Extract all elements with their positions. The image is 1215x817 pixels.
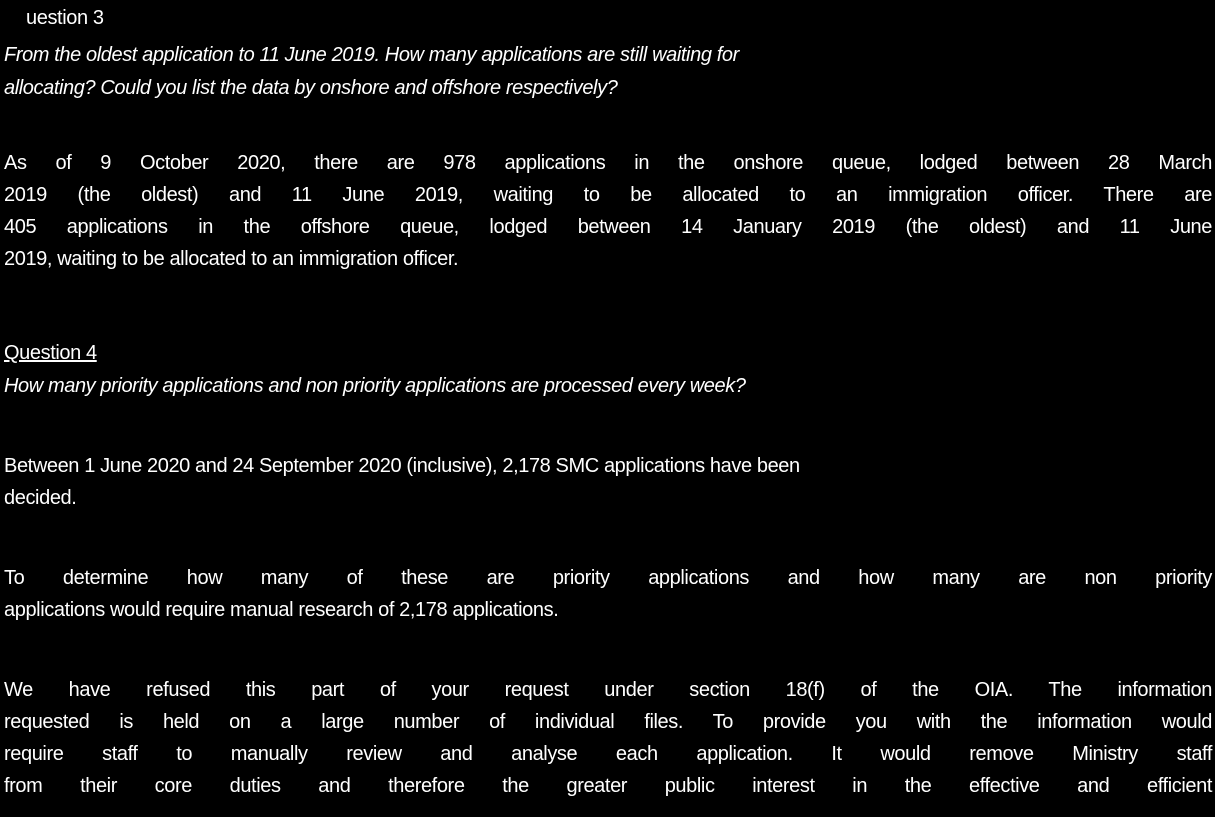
question-3-answer: As of 9 October 2020, there are 978 applications in the onshore queue, lodged between 28 March [4, 152, 1212, 174]
question-3-answer: 2019, waiting to be allocated to an immigration officer. [4, 248, 459, 270]
question-3-text: allocating? Could you list the data by onshore and offshore respectively? [4, 77, 618, 99]
question-4-answer: We have refused this part of your request under section 18(f) of the OIA. The information [4, 679, 1212, 701]
question-4-answer: from their core duties and therefore the greater public interest in the effective and efficient [4, 775, 1212, 797]
question-4-answer: applications would require manual research of 2,178 applications. [4, 599, 559, 621]
question-4-answer: To determine how many of these are priority applications and how many are non priority [4, 567, 1212, 589]
question-4-answer: require staff to manually review and analyse each application. It would remove Ministry staff [4, 743, 1212, 765]
question-3-answer: 405 applications in the offshore queue, lodged between 14 January 2019 (the oldest) and 11 June [4, 216, 1212, 238]
question-4-text: How many priority applications and non priority applications are processed every week? [4, 375, 746, 397]
question-4-answer: decided. [4, 487, 77, 509]
question-4-heading: Question 4 [4, 342, 97, 364]
question-3-heading: uestion 3 [26, 7, 104, 29]
question-4-answer: Between 1 June 2020 and 24 September 2020 (inclusive), 2,178 SMC applications have been [4, 455, 800, 477]
question-4-answer: requested is held on a large number of individual files. To provide you with the information would [4, 711, 1212, 733]
question-3-text: From the oldest application to 11 June 2019. How many applications are still waiting for [4, 44, 739, 66]
question-3-answer: 2019 (the oldest) and 11 June 2019, waiting to be allocated to an immigration officer. There are [4, 184, 1212, 206]
